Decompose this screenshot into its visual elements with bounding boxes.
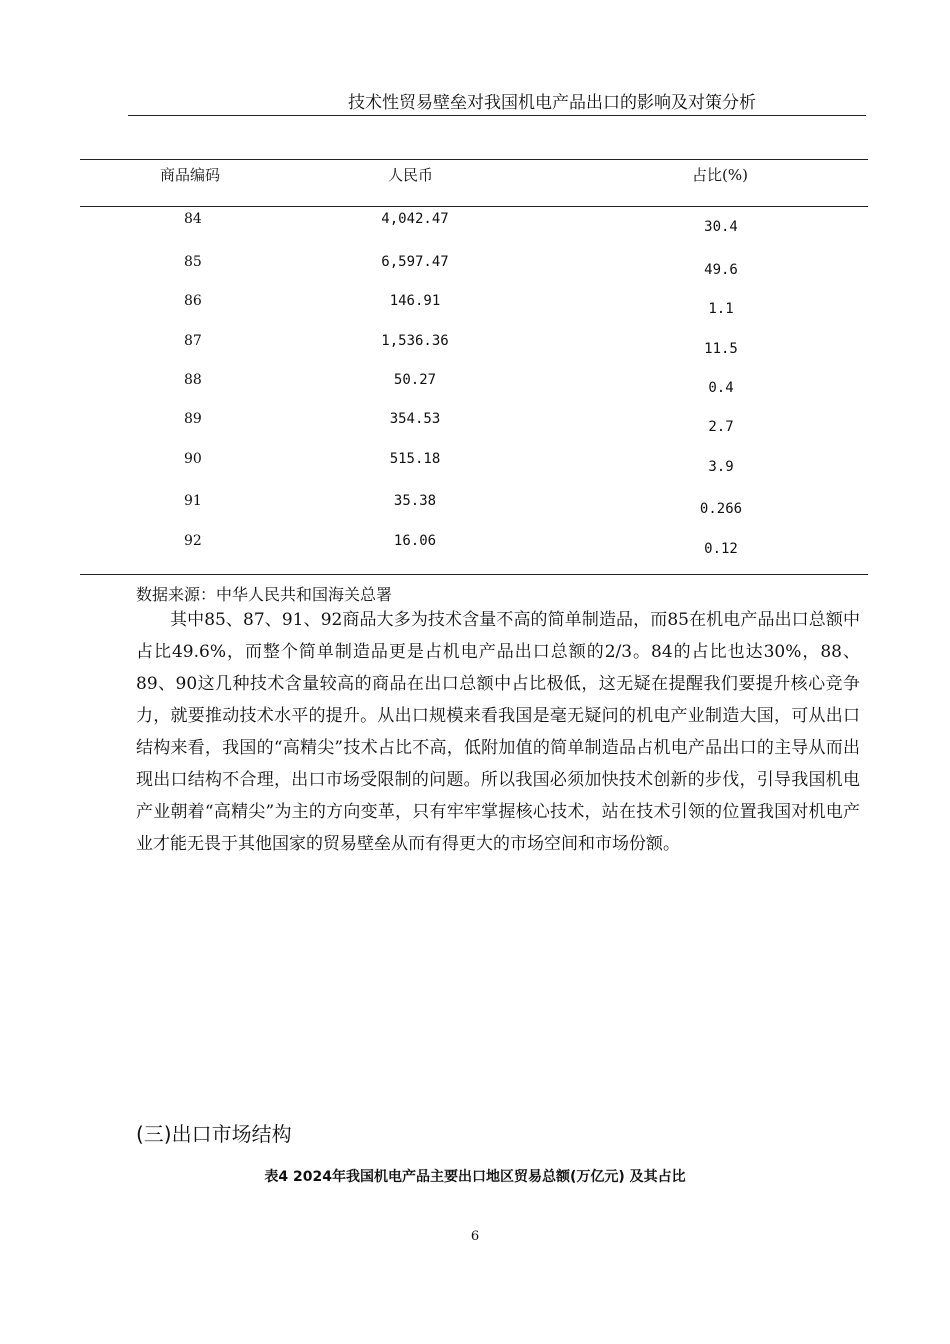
table-row: [80, 451, 868, 481]
cell-share: 11.5: [704, 341, 738, 357]
export-commodity-table: [80, 159, 868, 575]
cell-share: 3.9: [708, 459, 734, 475]
cell-share: 49.6: [704, 262, 738, 278]
cell-rmb: 16.06: [393, 533, 437, 549]
data-source-note: 数据来源：中华人民共和国海关总署: [136, 585, 393, 604]
cell-rmb: 146.91: [389, 293, 441, 309]
cell-code: 91: [184, 493, 202, 509]
column-header-share: 占比(%): [692, 166, 748, 184]
table-row: [80, 211, 868, 241]
cell-code: 86: [184, 293, 202, 309]
cell-code: 92: [184, 533, 202, 549]
cell-share: 2.7: [708, 419, 734, 435]
section-heading: (三)出口市场结构: [136, 1122, 292, 1146]
cell-share: 1.1: [708, 301, 734, 317]
cell-share: 0.266: [699, 501, 743, 517]
cell-code: 88: [184, 372, 202, 388]
column-header-rmb: 人民币: [388, 166, 434, 184]
document-title: 技术性贸易壁垒对我国机电产品出口的影响及对策分析: [348, 93, 756, 113]
running-header: [128, 92, 866, 116]
cell-rmb: 515.18: [389, 451, 441, 467]
cell-rmb: 4,042.47: [381, 211, 449, 227]
cell-rmb: 354.53: [389, 411, 441, 427]
cell-rmb: 50.27: [393, 372, 437, 388]
cell-rmb: 1,536.36: [381, 333, 449, 349]
cell-share: 0.12: [704, 541, 738, 557]
table-row: [80, 293, 868, 323]
column-header-code: 商品编码: [160, 166, 221, 184]
cell-code: 84: [184, 211, 202, 227]
table-row: [80, 411, 868, 441]
cell-code: 85: [184, 254, 202, 270]
cell-rmb: 6,597.47: [381, 254, 449, 270]
table-row: [80, 254, 868, 284]
cell-code: 89: [184, 411, 202, 427]
cell-share: 30.4: [704, 219, 738, 235]
table-caption: 表4 2024年我国机电产品主要出口地区贸易总额(万亿元) 及其占比: [264, 1169, 686, 1185]
cell-rmb: 35.38: [393, 493, 437, 509]
table-body: [80, 207, 868, 574]
table-header-row: [80, 160, 868, 207]
cell-code: 90: [184, 451, 202, 467]
table-row: [80, 533, 868, 563]
cell-code: 87: [184, 333, 202, 349]
page-number: 6: [470, 1229, 480, 1244]
table-row: [80, 493, 868, 523]
body-paragraph: 其中85、87、91、92商品大多为技术含量不高的简单制造品，而85在机电产品出口总额中占比49.6%，而整个简单制造品更是占机电产品出口总额的2/3。84的占比也达30%，88、89、90这几种技术含量较高的商品在出口总额中占比极低，这无疑在提醒我们要提升核心竞争力，就要推动技术水平的提升。从出口规模来看我国是毫无疑问的机电产业制造大国，可从出口结构来看，我国的“高精尖”技术占比不高，低附加值的简单制造品占机电产品出口的主导从而出现出口结构不合理，出口市场受限制的问题。所以我国必须加快技术创新的步伐，引导我国机电产业朝着“高精尖”为主的方向变革，只有牢牢掌握核心技术，站在技术引领的位置我国对机电产业才能无畏于其他国家的贸易壁垒从而有得更大的市场空间和市场份额。: [136, 610, 860, 854]
cell-share: 0.4: [708, 380, 734, 396]
table-row: [80, 333, 868, 363]
table-row: [80, 372, 868, 402]
